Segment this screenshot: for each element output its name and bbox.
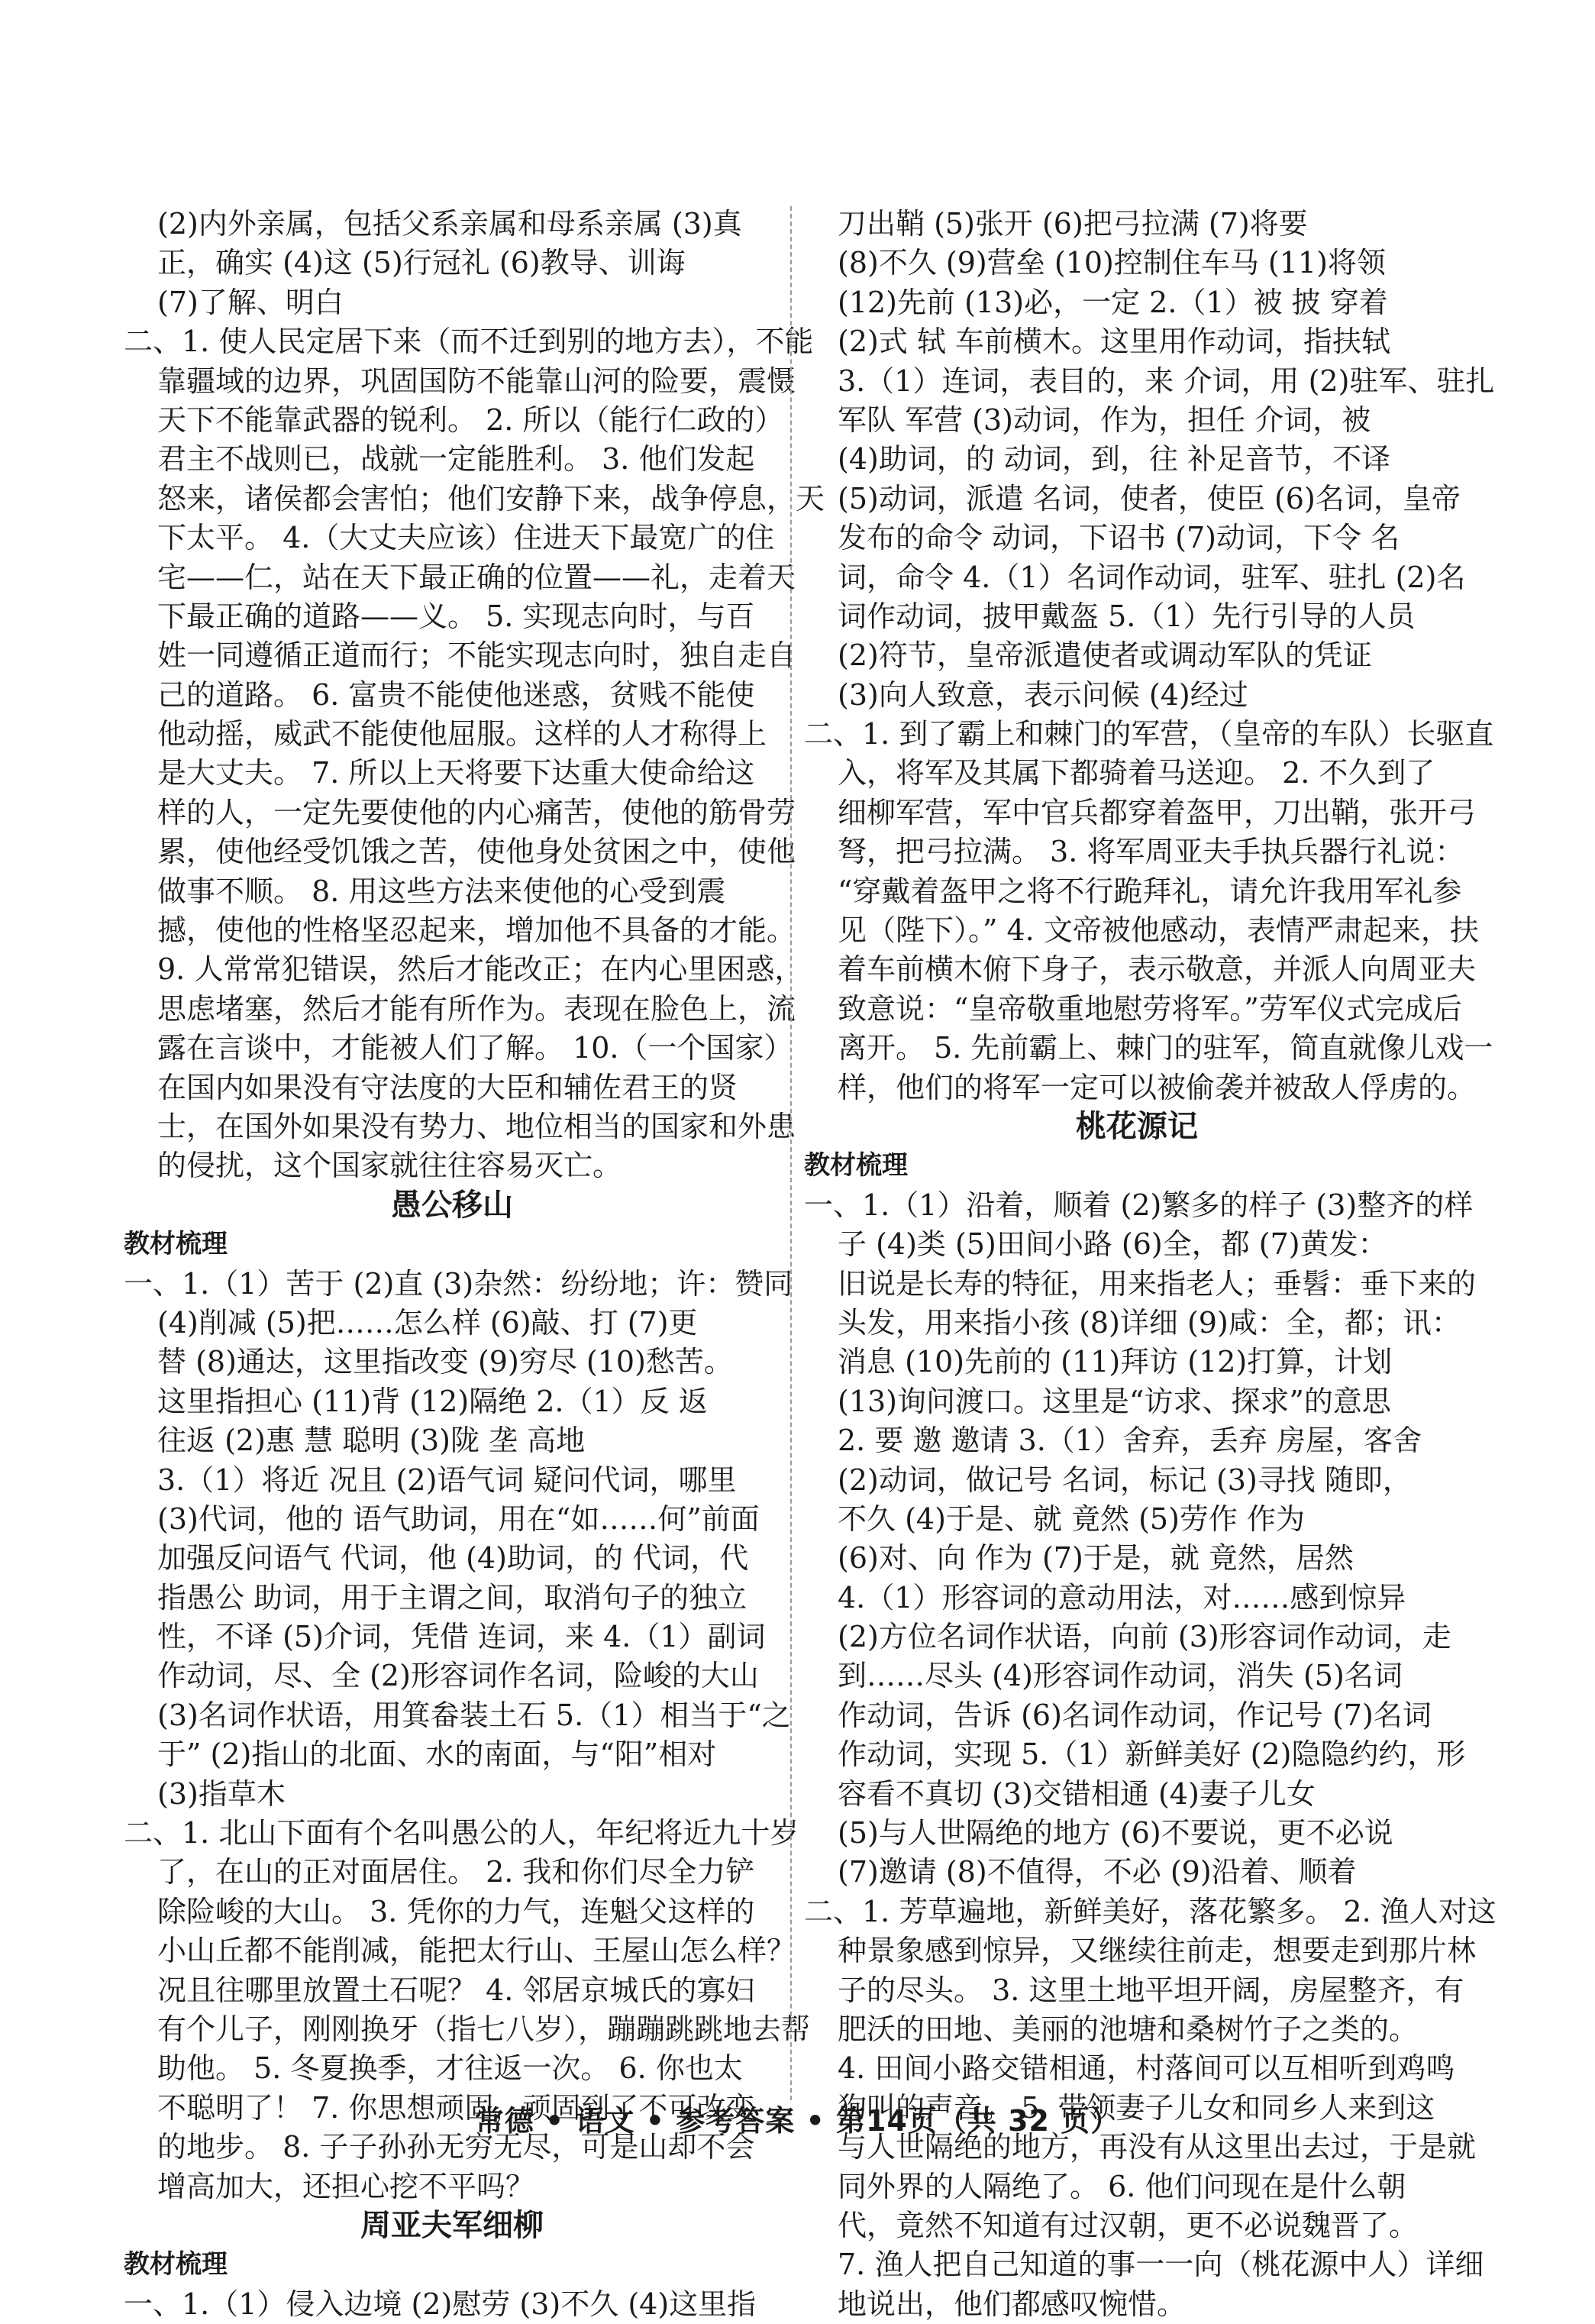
text-line: 在国内如果没有守法度的大臣和辅佐君王的贤 [157,1070,738,1104]
text-line: (7)邀请 (8)不值得，不必 (9)沿着、顺着 [838,1855,1357,1889]
section-title: 周亚夫军细柳 [360,2207,544,2243]
right-column [804,205,1497,2324]
text-line: 宅——仁，站在天下最正确的位置——礼，走着天 [157,560,796,594]
text-line: (2)内外亲属，包括父系亲属和母系亲属 (3)真 [157,207,742,241]
text-line: 不聪明了！ 7. 你思想顽固，顽固到了不可改变 [157,2090,755,2125]
text-line: 有个儿子，刚刚换牙（指七八岁），蹦蹦跳跳地去帮 [157,2012,811,2046]
text-line: 做事不顺。 8. 用这些方法来使他的心受到震 [157,874,726,908]
text-line: 己的道路。 6. 富贵不能使他迷惑，贫贱不能使 [157,677,755,712]
text-line: 撼，使他的性格坚忍起来，增加他不具备的才能。 [157,913,796,948]
text-line: 下太平。 4.（大丈夫应该）住进天下最宽广的住 [157,521,775,555]
text-line: 词，命令 4.（1）名词作动词，驻军、驻扎 (2)名 [838,560,1466,594]
text-line: (2)动词，做记号 名词，标记 (3)寻找 随即， [838,1463,1412,1497]
text-line: 一、1.（1）侵入边境 (2)慰劳 (3)不久 (4)这里指 [124,2287,757,2321]
text-line: 4. 田间小路交错相通，村落间可以互相听到鸡鸣 [838,2051,1455,2086]
text-line: 姓一同遵循正道而行；不能实现志向时，独自走自 [157,638,796,673]
text-line: (13)询问渡口。这里是“访求、探求”的意思 [838,1384,1391,1418]
text-line: (2)式 轼 车前横木。这里用作动词，指扶轼 [838,325,1390,359]
text-line: (4)助词，的 动词，到，往 补足音节，不译 [838,442,1390,477]
text-line: 致意说：“皇帝敬重地慰劳将军。”劳军仪式完成后 [838,991,1462,1026]
text-line: 容看不真切 (3)交错相通 (4)妻子儿女 [838,1776,1316,1811]
text-line: 见（陛下）。” 4. 文帝被他感动，表情严肃起来，扶 [838,913,1479,948]
text-line: (5)动词，派遣 名词，使者，使臣 (6)名词，皇帝 [838,481,1461,516]
text-line: 同外界的人隔绝了。 6. 他们问现在是什么朝 [838,2169,1406,2203]
text-line: 小山丘都不能削减，能把太行山、王屋山怎么样？ [157,1934,796,1968]
section-subheading: 教材梳理 [804,1150,908,1181]
text-line: 的侵扰，这个国家就往往容易灭亡。 [157,1149,622,1183]
text-line: 二、1. 使人民定居下来（而不迁到别的地方去），不能 [124,325,814,359]
text-line: 二、1. 到了霸上和棘门的军营，（皇帝的车队）长驱直 [804,717,1494,752]
text-line: 加强反问语气 代词，他 (4)助词，的 代词，代 [157,1541,749,1576]
text-line: 作动词，实现 5.（1）新鲜美好 (2)隐隐约约，形 [838,1737,1466,1772]
text-line: (4)削减 (5)把……怎么样 (6)敲、打 (7)更 [157,1305,698,1340]
text-line: (3)指草木 [157,1776,286,1811]
text-line: 军队 军营 (3)动词，作为，担任 介词，被 [838,402,1371,437]
page-footer: 常德 • 语文 • 参考答案 • 第14页（共 32 页） [474,2104,1121,2138]
text-line: 旧说是长寿的特征，用来指老人；垂髫：垂下来的 [838,1266,1477,1301]
text-line: (3)向人致意，表示问候 (4)经过 [838,677,1248,712]
text-line: 9. 人常常犯错误，然后才能改正；在内心里困惑， [157,952,804,987]
text-line: (8)不久 (9)营垒 (10)控制住车马 (11)将领 [838,246,1386,280]
text-line: 细柳军营，军中官兵都穿着盔甲，刀出鞘，张开弓 [838,795,1477,829]
text-line: (3)名词作状语，用箕畚装土石 5.（1）相当于“之 [157,1698,791,1732]
text-line: 靠疆域的边界，巩固国防不能靠山河的险要，震慑 [157,364,796,398]
text-line: 作动词，告诉 (6)名词作动词，作记号 (7)名词 [838,1698,1432,1732]
text-line: 离开。 5. 先前霸上、棘门的驻军，简直就像儿戏一 [838,1031,1493,1065]
text-line: 思虑堵塞，然后才能有所作为。表现在脸色上，流 [157,991,796,1026]
text-line: 作动词，尽、全 (2)形容词作名词，险峻的大山 [157,1659,759,1693]
text-line: 二、1. 北山下面有个名叫愚公的人，年纪将近九十岁 [124,1816,799,1850]
text-line: 地说出，他们都感叹惋惜。 [838,2287,1187,2321]
text-line: 弩，把弓拉满。 3. 将军周亚夫手执兵器行礼说： [838,835,1464,869]
text-line: (3)代词，他的 语气助词，用在“如……何”前面 [157,1501,760,1536]
text-line: 4.（1）形容词的意动用法，对……感到惊异 [838,1580,1406,1615]
text-line: 狗叫的声音。 5. 带领妻子儿女和同乡人来到这 [838,2090,1435,2125]
text-line: 往返 (2)惠 慧 聪明 (3)陇 垄 高地 [157,1424,586,1458]
text-line: 刀出鞘 (5)张开 (6)把弓拉满 (7)将要 [838,207,1308,241]
text-line: 替 (8)通达，这里指改变 (9)穷尽 (10)愁苦。 [157,1345,733,1379]
text-line: (12)先前 (13)必，一定 2.（1）被 披 穿着 [838,285,1388,319]
text-line: (7)了解、明白 [157,285,344,319]
text-line: (5)与人世隔绝的地方 (6)不要说，更不必说 [838,1816,1393,1850]
text-line: 头发，用来指小孩 (8)详细 (9)咸：全，都；讯： [838,1305,1461,1340]
text-line: 子 (4)类 (5)田间小路 (6)全，都 (7)黄发： [838,1227,1387,1262]
text-line: 了，在山的正对面居住。 2. 我和你们尽全力铲 [157,1855,755,1889]
text-line: 一、1.（1）苦于 (2)直 (3)杂然：纷纷地；许：赞同 [124,1266,793,1301]
text-line: 士，在国外如果没有势力、地位相当的国家和外患 [157,1109,796,1143]
text-line: 3.（1）连词，表目的，来 介词，用 (2)驻军、驻扎 [838,364,1495,398]
text-line: 这里指担心 (11)背 (12)隔绝 2.（1）反 返 [157,1384,708,1418]
text-line: 除险峻的大山。 3. 凭你的力气，连魁父这样的 [157,1894,755,1928]
text-line: 助他。 5. 冬夏换季，才往返一次。 6. 你也太 [157,2051,743,2086]
text-line: (2)符节，皇帝派遣使者或调动军队的凭证 [838,638,1372,673]
text-line: 一、1.（1）沿着，顺着 (2)繁多的样子 (3)整齐的样 [804,1188,1474,1222]
text-line: 露在言谈中，才能被人们了解。 10.（一个国家） [157,1031,793,1065]
text-line: 性，不译 (5)介词，凭借 连词，来 4.（1）副词 [157,1620,766,1654]
text-line: 发布的命令 动词，下诏书 (7)动词，下令 名 [838,521,1400,555]
text-line: 怒来，诸侯都会害怕；他们安静下来，战争停息，天 [157,481,825,516]
section-title: 愚公移山 [391,1187,513,1223]
section-subheading: 教材梳理 [124,2249,228,2280]
text-line: 代，竟然不知道有过汉朝，更不必说魏晋了。 [838,2208,1419,2242]
text-line: 君主不战则已，战就一定能胜利。 3. 他们发起 [157,442,755,477]
text-line: 入，将军及其属下都骑着马送迎。 2. 不久到了 [838,756,1435,790]
text-line: 累，使他经受饥饿之苦，使他身处贫困之中，使他 [157,835,796,869]
text-line: 词作动词，披甲戴盔 5.（1）先行引导的人员 [838,599,1416,633]
text-line: 二、1. 芳草遍地，新鲜美好，落花繁多。 2. 渔人对这 [804,1894,1497,1928]
text-line: “穿戴着盔甲之将不行跪拜礼，请允许我用军礼参 [838,874,1462,908]
text-line: 不久 (4)于是、就 竟然 (5)劳作 作为 [838,1501,1305,1536]
text-line: 的地步。 8. 子子孙孙无穷无尽，可是山却不会 [157,2130,755,2164]
text-line: 子的尽头。 3. 这里土地平坦开阔，房屋整齐，有 [838,1973,1464,2007]
text-line: 肥沃的田地、美丽的池塘和桑树竹子之类的。 [838,2012,1419,2046]
text-line: 下最正确的道路——义。 5. 实现志向时，与百 [157,599,755,633]
text-line: (6)对、向 作为 (7)于是，就 竟然，居然 [838,1541,1354,1576]
text-line: 3.（1）将近 况且 (2)语气词 疑问代词，哪里 [157,1463,737,1497]
section-subheading: 教材梳理 [124,1229,228,1260]
text-line: 2. 要 邀 邀请 3.（1）舍弃，丢弃 房屋，客舍 [838,1424,1422,1458]
text-line: 况且往哪里放置土石呢？ 4. 邻居京城氏的寡妇 [157,1973,755,2007]
text-line: 增高加大，还担心挖不平吗？ [157,2169,535,2203]
text-line: 消息 (10)先前的 (11)拜访 (12)打算，计划 [838,1345,1393,1379]
text-line: 着车前横木俯下身子，表示敬意，并派人向周亚夫 [838,952,1477,987]
text-line: 与人世隔绝的地方，再没有从这里出去过，于是就 [838,2130,1477,2164]
text-line: 7. 渔人把自己知道的事一一向（桃花源中人）详细 [838,2248,1484,2282]
text-line: (2)方位名词作状语，向前 (3)形容词作动词，走 [838,1620,1451,1654]
text-line: 样，他们的将军一定可以被偷袭并被敌人俘虏的。 [838,1070,1477,1104]
section-title: 桃花源记 [1076,1108,1198,1144]
text-line: 到……尽头 (4)形容词作动词，消失 (5)名词 [838,1659,1403,1693]
column-divider [790,206,792,2100]
text-line: 正，确实 (4)这 (5)行冠礼 (6)教导、训诲 [157,246,686,280]
text-line: 种景象感到惊异，又继续往前走，想要走到那片林 [838,1934,1477,1968]
text-line: 于” (2)指山的北面、水的南面，与“阳”相对 [157,1737,717,1772]
text-line: 指愚公 助词，用于主谓之间，取消句子的独立 [157,1580,747,1615]
text-line: 样的人，一定先要使他的内心痛苦，使他的筋骨劳 [157,795,796,829]
text-line: 天下不能靠武器的锐利。 2. 所以（能行仁政的） [157,402,784,437]
text-line: 是大丈夫。 7. 所以上天将要下达重大使命给这 [157,756,755,790]
text-line: 他动摇，威武不能使他屈服。这样的人才称得上 [157,717,767,752]
